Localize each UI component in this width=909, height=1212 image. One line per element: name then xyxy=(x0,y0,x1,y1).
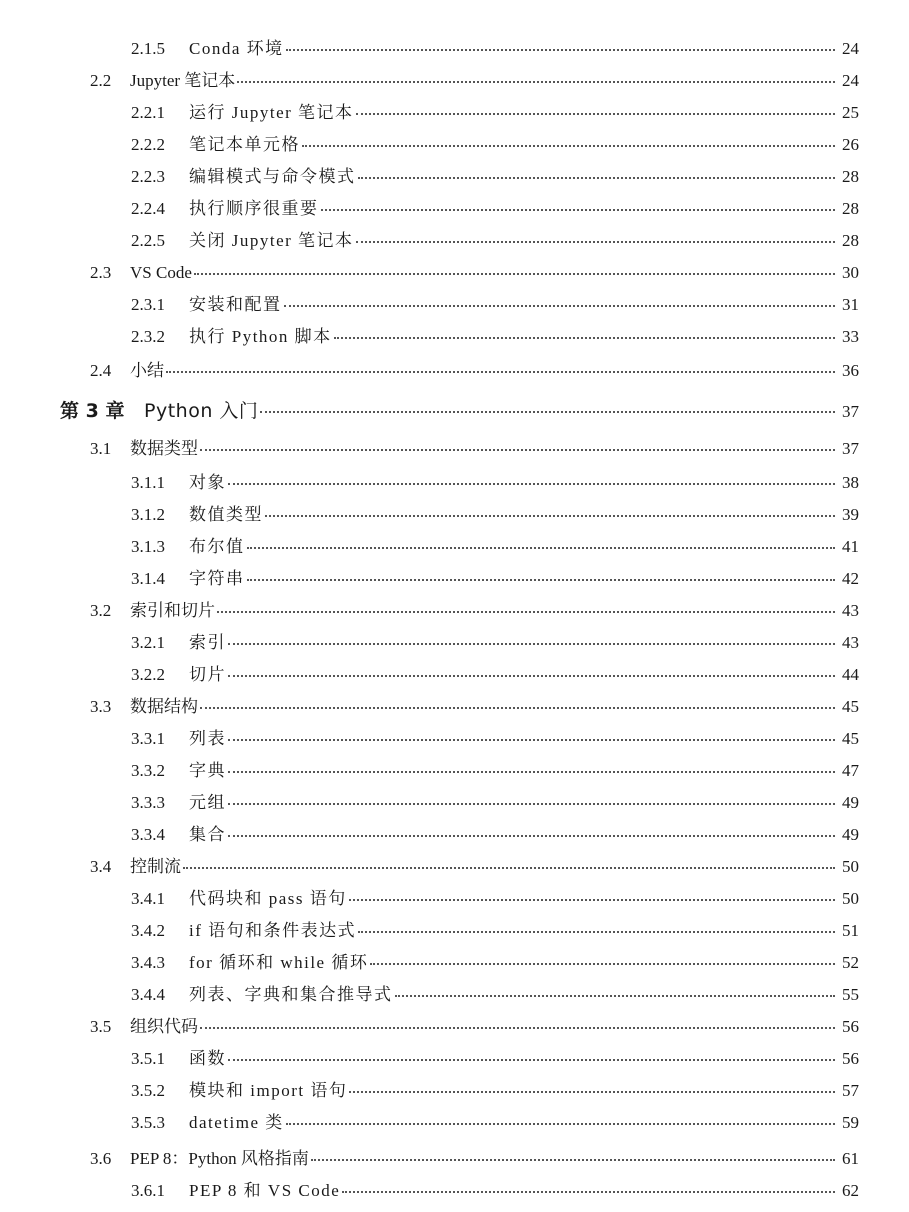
toc-section-entry[interactable] xyxy=(90,68,859,94)
toc-entry-page-number: 51 xyxy=(842,921,859,940)
toc-entry-title: for 循环和 while 循环 xyxy=(189,953,369,972)
toc-entry-title: 组织代码 xyxy=(130,1017,198,1036)
toc-entry-title: 数据类型 xyxy=(130,439,198,458)
toc-entry-title: 列表、字典和集合推导式 xyxy=(189,985,393,1004)
toc-entry-number: 2.2.5 xyxy=(131,231,165,250)
toc-entry-page-number: 24 xyxy=(842,39,859,58)
dot-leader xyxy=(302,145,835,147)
toc-entry-title: 字典 xyxy=(189,761,226,780)
toc-entry-title: 模块和 import 语句 xyxy=(189,1081,348,1100)
toc-entry-title: Conda 环境 xyxy=(189,39,284,58)
toc-entry-title: 集合 xyxy=(189,825,226,844)
toc-entry-number: 3.5.2 xyxy=(131,1081,165,1100)
dot-leader xyxy=(228,835,835,837)
toc-entry-title: 函数 xyxy=(189,1049,226,1068)
toc-entry-page-number: 45 xyxy=(842,697,859,716)
toc-entry-number: 3.1.2 xyxy=(131,505,165,524)
toc-subsection-entry[interactable] xyxy=(131,758,859,784)
dot-leader xyxy=(247,547,836,549)
toc-entry-title: 小结 xyxy=(130,361,164,380)
toc-entry-page-number: 36 xyxy=(842,361,859,380)
toc-entry-title: PEP 8 和 VS Code xyxy=(189,1181,341,1200)
toc-entry-number: 3.6 xyxy=(90,1149,112,1168)
toc-entry-page-number: 43 xyxy=(842,633,859,652)
toc-entry-number: 3.3.2 xyxy=(131,761,165,780)
toc-section-entry[interactable] xyxy=(90,260,859,286)
dot-leader xyxy=(260,411,835,413)
toc-entry-title: 笔记本单元格 xyxy=(189,135,300,154)
dot-leader xyxy=(200,1027,835,1029)
toc-section-entry[interactable] xyxy=(90,694,859,720)
toc-subsection-entry[interactable] xyxy=(131,132,859,158)
toc-entry-title: 关闭 Jupyter 笔记本 xyxy=(189,231,354,250)
toc-section-entry[interactable] xyxy=(90,1146,859,1172)
toc-entry-page-number: 49 xyxy=(842,793,859,812)
toc-entry-page-number: 30 xyxy=(842,263,859,282)
toc-subsection-entry[interactable] xyxy=(131,534,859,560)
toc-subsection-entry[interactable] xyxy=(131,566,859,592)
toc-entry-page-number: 28 xyxy=(842,199,859,218)
toc-entry-title: 数据结构 xyxy=(130,697,198,716)
dot-leader xyxy=(265,515,835,517)
toc-entry-page-number: 37 xyxy=(842,439,859,458)
toc-subsection-entry[interactable] xyxy=(131,630,859,656)
dot-leader xyxy=(228,771,835,773)
toc-entry-number: 2.3 xyxy=(90,263,112,282)
toc-entry-number: 2.2.4 xyxy=(131,199,165,218)
toc-section-entry[interactable] xyxy=(90,854,859,880)
dot-leader xyxy=(228,803,835,805)
toc-entry-title: 控制流 xyxy=(130,857,181,876)
toc-entry-page-number: 33 xyxy=(842,327,859,346)
toc-entry-title: 布尔值 xyxy=(189,537,245,556)
dot-leader xyxy=(228,675,835,677)
toc-entry-number: 3.5.1 xyxy=(131,1049,165,1068)
dot-leader xyxy=(356,241,835,243)
toc-entry-title: 切片 xyxy=(189,665,226,684)
toc-entry-title: datetime 类 xyxy=(189,1113,284,1132)
toc-entry-title: 安装和配置 xyxy=(189,295,282,314)
toc-subsection-entry[interactable] xyxy=(131,36,859,62)
toc-entry-page-number: 44 xyxy=(842,665,859,684)
toc-chapter-entry[interactable] xyxy=(60,398,859,424)
toc-section-entry[interactable] xyxy=(90,358,859,384)
toc-entry-title: 索引和切片 xyxy=(130,601,215,620)
toc-entry-number: 3.2.1 xyxy=(131,633,165,652)
toc-subsection-entry[interactable] xyxy=(131,470,859,496)
toc-entry-title: Python 入门 xyxy=(144,400,259,422)
dot-leader xyxy=(342,1191,835,1193)
toc-entry-page-number: 56 xyxy=(842,1049,859,1068)
toc-entry-page-number: 59 xyxy=(842,1113,859,1132)
toc-subsection-entry[interactable] xyxy=(131,790,859,816)
toc-entry-number: 2.4 xyxy=(90,361,112,380)
toc-entry-number: 2.3.1 xyxy=(131,295,165,314)
dot-leader xyxy=(247,579,836,581)
toc-entry-number: 3.4.3 xyxy=(131,953,165,972)
toc-entry-page-number: 28 xyxy=(842,167,859,186)
toc-entry-number: 3.2 xyxy=(90,601,112,620)
toc-section-entry[interactable] xyxy=(90,598,859,624)
toc-entry-number: 2.3.2 xyxy=(131,327,165,346)
dot-leader xyxy=(356,113,835,115)
toc-section-entry[interactable] xyxy=(90,1014,859,1040)
toc-entry-title: 执行顺序很重要 xyxy=(189,199,319,218)
toc-subsection-entry[interactable] xyxy=(131,822,859,848)
toc-entry-page-number: 52 xyxy=(842,953,859,972)
toc-entry-number: 2.2.1 xyxy=(131,103,165,122)
toc-entry-number: 3.4.1 xyxy=(131,889,165,908)
toc-subsection-entry[interactable] xyxy=(131,662,859,688)
toc-entry-page-number: 42 xyxy=(842,569,859,588)
toc-entry-page-number: 24 xyxy=(842,71,859,90)
toc-entry-number: 3.3 xyxy=(90,697,112,716)
toc-entry-page-number: 49 xyxy=(842,825,859,844)
toc-entry-page-number: 47 xyxy=(842,761,859,780)
toc-entry-title: 列表 xyxy=(189,729,226,748)
toc-entry-number: 2.2.3 xyxy=(131,167,165,186)
toc-entry-number: 3.3.3 xyxy=(131,793,165,812)
dot-leader xyxy=(286,1123,835,1125)
toc-entry-number: 2.2 xyxy=(90,71,112,90)
toc-entry-page-number: 50 xyxy=(842,857,859,876)
toc-subsection-entry[interactable] xyxy=(131,886,859,912)
toc-entry-page-number: 31 xyxy=(842,295,859,314)
toc-entry-title: VS Code xyxy=(130,263,192,282)
dot-leader xyxy=(200,449,835,451)
toc-entry-title: 执行 Python 脚本 xyxy=(189,327,332,346)
dot-leader xyxy=(228,483,835,485)
toc-entry-title: 元组 xyxy=(189,793,226,812)
toc-entry-page-number: 25 xyxy=(842,103,859,122)
toc-entry-number: 3.5 xyxy=(90,1017,112,1036)
toc-entry-title: 代码块和 pass 语句 xyxy=(189,889,347,908)
toc-entry-number: 3.3.1 xyxy=(131,729,165,748)
toc-entry-title: 编辑模式与命令模式 xyxy=(189,167,356,186)
toc-entry-page-number: 28 xyxy=(842,231,859,250)
dot-leader xyxy=(349,1091,835,1093)
toc-entry-page-number: 45 xyxy=(842,729,859,748)
toc-subsection-entry[interactable] xyxy=(131,1046,859,1072)
dot-leader xyxy=(311,1159,835,1161)
toc-entry-title: Jupyter 笔记本 xyxy=(130,71,236,90)
dot-leader xyxy=(183,867,835,869)
dot-leader xyxy=(237,81,835,83)
toc-entry-page-number: 39 xyxy=(842,505,859,524)
toc-subsection-entry[interactable] xyxy=(131,1178,859,1204)
dot-leader xyxy=(284,305,836,307)
toc-subsection-entry[interactable] xyxy=(131,950,859,976)
toc-entry-page-number: 26 xyxy=(842,135,859,154)
toc-subsection-entry[interactable] xyxy=(131,292,859,318)
toc-entry-number: 3.2.2 xyxy=(131,665,165,684)
dot-leader xyxy=(321,209,836,211)
toc-subsection-entry[interactable] xyxy=(131,100,859,126)
toc-entry-number: 第 3 章 xyxy=(60,400,125,422)
dot-leader xyxy=(358,177,836,179)
dot-leader xyxy=(370,963,835,965)
toc-entry-page-number: 62 xyxy=(842,1181,859,1200)
toc-entry-page-number: 41 xyxy=(842,537,859,556)
dot-leader xyxy=(228,1059,835,1061)
toc-entry-title: 字符串 xyxy=(189,569,245,588)
toc-entry-page-number: 55 xyxy=(842,985,859,1004)
dot-leader xyxy=(358,931,835,933)
toc-entry-page-number: 38 xyxy=(842,473,859,492)
toc-entry-title: if 语句和条件表达式 xyxy=(189,921,357,940)
toc-subsection-entry[interactable] xyxy=(131,196,859,222)
toc-subsection-entry[interactable] xyxy=(131,918,859,944)
dot-leader xyxy=(349,899,835,901)
dot-leader xyxy=(166,371,835,373)
dot-leader xyxy=(334,337,835,339)
toc-entry-title: 索引 xyxy=(189,633,226,652)
dot-leader xyxy=(194,273,835,275)
toc-entry-page-number: 61 xyxy=(842,1149,859,1168)
toc-subsection-entry[interactable] xyxy=(131,324,859,350)
toc-entry-number: 3.1 xyxy=(90,439,112,458)
dot-leader xyxy=(286,49,835,51)
toc-subsection-entry[interactable] xyxy=(131,726,859,752)
toc-entry-number: 2.2.2 xyxy=(131,135,165,154)
toc-entry-title: 数值类型 xyxy=(189,505,263,524)
toc-entry-title: PEP 8：Python 风格指南 xyxy=(130,1149,309,1168)
toc-subsection-entry[interactable] xyxy=(131,1078,859,1104)
dot-leader xyxy=(228,739,835,741)
dot-leader xyxy=(228,643,835,645)
toc-entry-number: 3.1.4 xyxy=(131,569,165,588)
toc-entry-number: 3.6.1 xyxy=(131,1181,165,1200)
toc-section-entry[interactable] xyxy=(90,436,859,462)
toc-entry-number: 3.4 xyxy=(90,857,112,876)
toc-entry-title: 运行 Jupyter 笔记本 xyxy=(189,103,354,122)
toc-entry-title: 对象 xyxy=(189,473,226,492)
dot-leader xyxy=(200,707,835,709)
toc-subsection-entry[interactable] xyxy=(131,982,859,1008)
toc-entry-page-number: 50 xyxy=(842,889,859,908)
toc-entry-number: 3.3.4 xyxy=(131,825,165,844)
toc-subsection-entry[interactable] xyxy=(131,164,859,190)
toc-entry-number: 2.1.5 xyxy=(131,39,165,58)
toc-entry-number: 3.4.2 xyxy=(131,921,165,940)
toc-entry-page-number: 57 xyxy=(842,1081,859,1100)
toc-entry-number: 3.1.3 xyxy=(131,537,165,556)
toc-subsection-entry[interactable] xyxy=(131,502,859,528)
toc-entry-page-number: 56 xyxy=(842,1017,859,1036)
toc-entry-number: 3.5.3 xyxy=(131,1113,165,1132)
toc-entry-number: 3.4.4 xyxy=(131,985,165,1004)
toc-subsection-entry[interactable] xyxy=(131,1110,859,1136)
toc-entry-number: 3.1.1 xyxy=(131,473,165,492)
dot-leader xyxy=(217,611,835,613)
toc-subsection-entry[interactable] xyxy=(131,228,859,254)
toc-entry-page-number: 37 xyxy=(842,402,859,421)
dot-leader xyxy=(395,995,836,997)
toc-entry-page-number: 43 xyxy=(842,601,859,620)
